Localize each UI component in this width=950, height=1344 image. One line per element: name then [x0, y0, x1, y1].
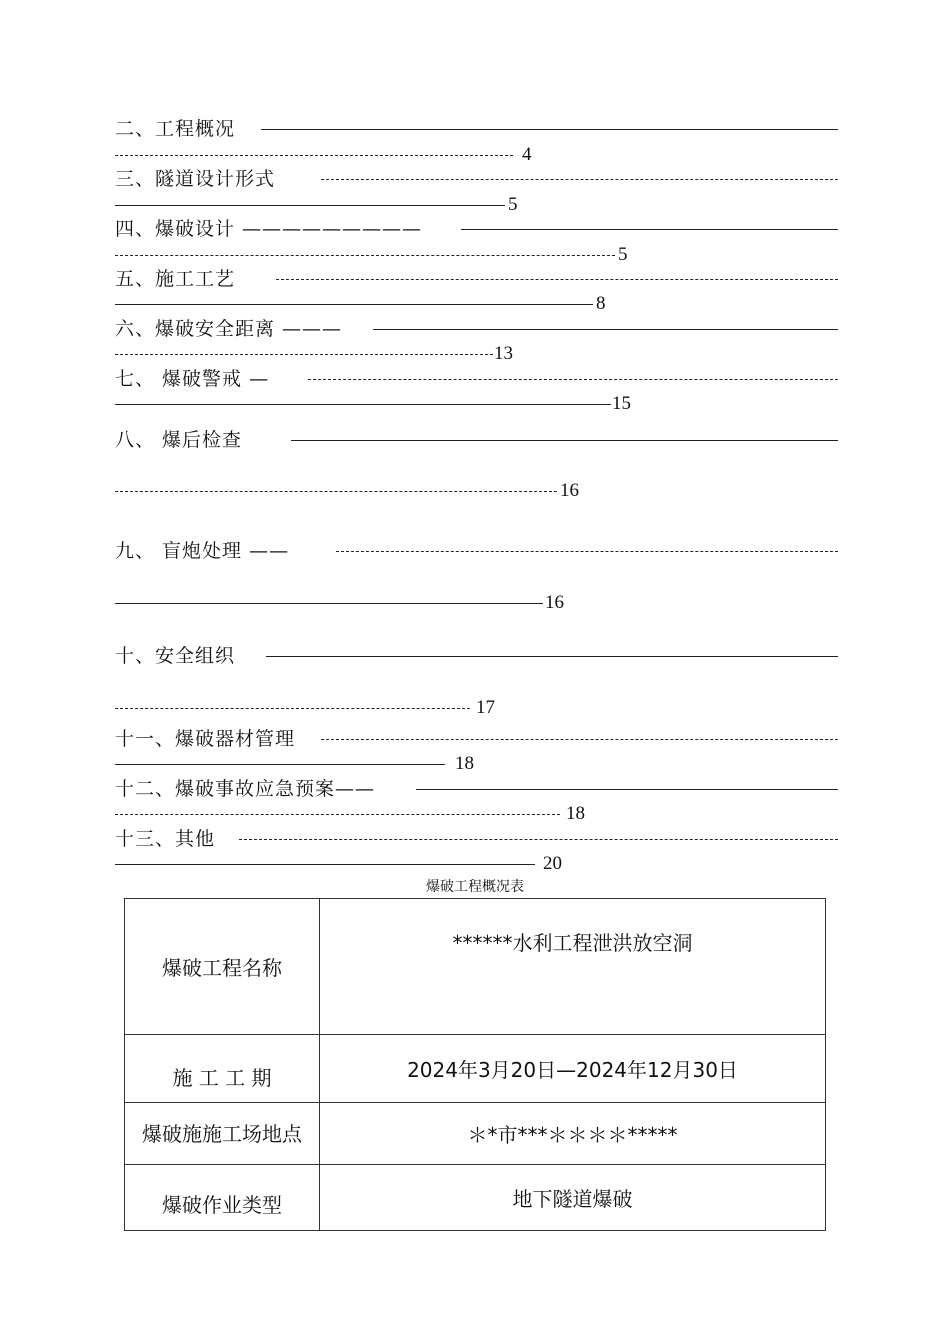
toc-entry-title[interactable]: 十一、爆破器材管理	[115, 728, 296, 750]
toc-leader	[115, 764, 445, 765]
toc-leader	[115, 155, 513, 156]
toc-entry-title[interactable]: 七、 爆破警戒 —	[115, 368, 270, 390]
toc-leader	[276, 279, 838, 280]
toc-leader	[291, 440, 838, 441]
toc-leader	[115, 864, 535, 865]
toc-page-number[interactable]: 15	[612, 393, 631, 414]
toc-entry-title[interactable]: 十、安全组织	[115, 645, 236, 667]
toc-page-number[interactable]: 16	[560, 480, 579, 501]
toc-leader	[115, 304, 593, 305]
toc-leader	[261, 129, 838, 130]
table-row	[125, 1165, 826, 1231]
toc-leader	[115, 491, 557, 492]
row-label: 爆破作业类型	[125, 1165, 320, 1231]
toc-page-number[interactable]: 13	[494, 343, 513, 364]
toc-leader	[239, 839, 838, 840]
row-label: 施 工 工 期	[125, 1035, 320, 1103]
toc-entry-title[interactable]: 十三、其他	[115, 828, 216, 850]
row-label: 爆破工程名称	[125, 899, 320, 1035]
blasting-overview-table	[124, 898, 826, 1231]
toc-page-number[interactable]: 17	[476, 697, 495, 718]
toc-entry-title[interactable]: 五、施工工艺	[115, 268, 236, 290]
toc-leader	[321, 179, 838, 180]
table-row	[125, 1035, 826, 1103]
row-label: 爆破施施工场地点	[125, 1103, 320, 1165]
toc-entry-title[interactable]: 六、爆破安全距离 ———	[115, 318, 343, 340]
row-value: 2024年3月20日—2024年12月30日	[320, 1035, 826, 1103]
table-caption: 爆破工程概况表	[426, 879, 524, 895]
toc-page-number[interactable]: 5	[508, 194, 518, 215]
toc-leader	[373, 329, 838, 330]
toc-page-number[interactable]: 4	[522, 144, 532, 165]
toc-entry-title[interactable]: 九、 盲炮处理 ——	[115, 540, 290, 562]
toc-leader	[461, 229, 838, 230]
row-value: ＊*市***＊＊＊＊*****	[320, 1103, 826, 1165]
toc-page-number[interactable]: 18	[566, 803, 585, 824]
toc-page-number[interactable]: 18	[455, 753, 474, 774]
toc-page-number[interactable]: 5	[618, 244, 628, 265]
toc-leader	[115, 354, 493, 355]
toc-leader	[416, 789, 838, 790]
toc-entry-title[interactable]: 十二、爆破事故应急预案——	[115, 778, 376, 800]
toc-leader	[336, 551, 838, 552]
toc-page-number[interactable]: 16	[545, 592, 564, 613]
row-value: 地下隧道爆破	[320, 1165, 826, 1231]
toc-page-number[interactable]: 20	[543, 853, 562, 874]
toc-entry-title[interactable]: 八、 爆后检查	[115, 429, 243, 451]
row-value: ******水利工程泄洪放空洞	[320, 899, 826, 1035]
toc-entry-title[interactable]: 三、隧道设计形式	[115, 168, 276, 190]
toc-entry-title[interactable]: 二、工程概况	[115, 118, 236, 140]
toc-leader	[321, 739, 838, 740]
toc-page-number[interactable]: 8	[596, 293, 606, 314]
toc-leader	[115, 255, 615, 256]
toc-leader	[308, 379, 838, 380]
toc-entry-title[interactable]: 四、爆破设计 —————————	[115, 218, 423, 240]
table-row	[125, 1103, 826, 1165]
toc-leader	[115, 404, 611, 405]
table-row	[125, 899, 826, 1035]
toc-leader	[266, 656, 838, 657]
toc-leader	[115, 708, 470, 709]
toc-leader	[115, 205, 505, 206]
toc-leader	[115, 603, 543, 604]
toc-leader	[115, 814, 560, 815]
